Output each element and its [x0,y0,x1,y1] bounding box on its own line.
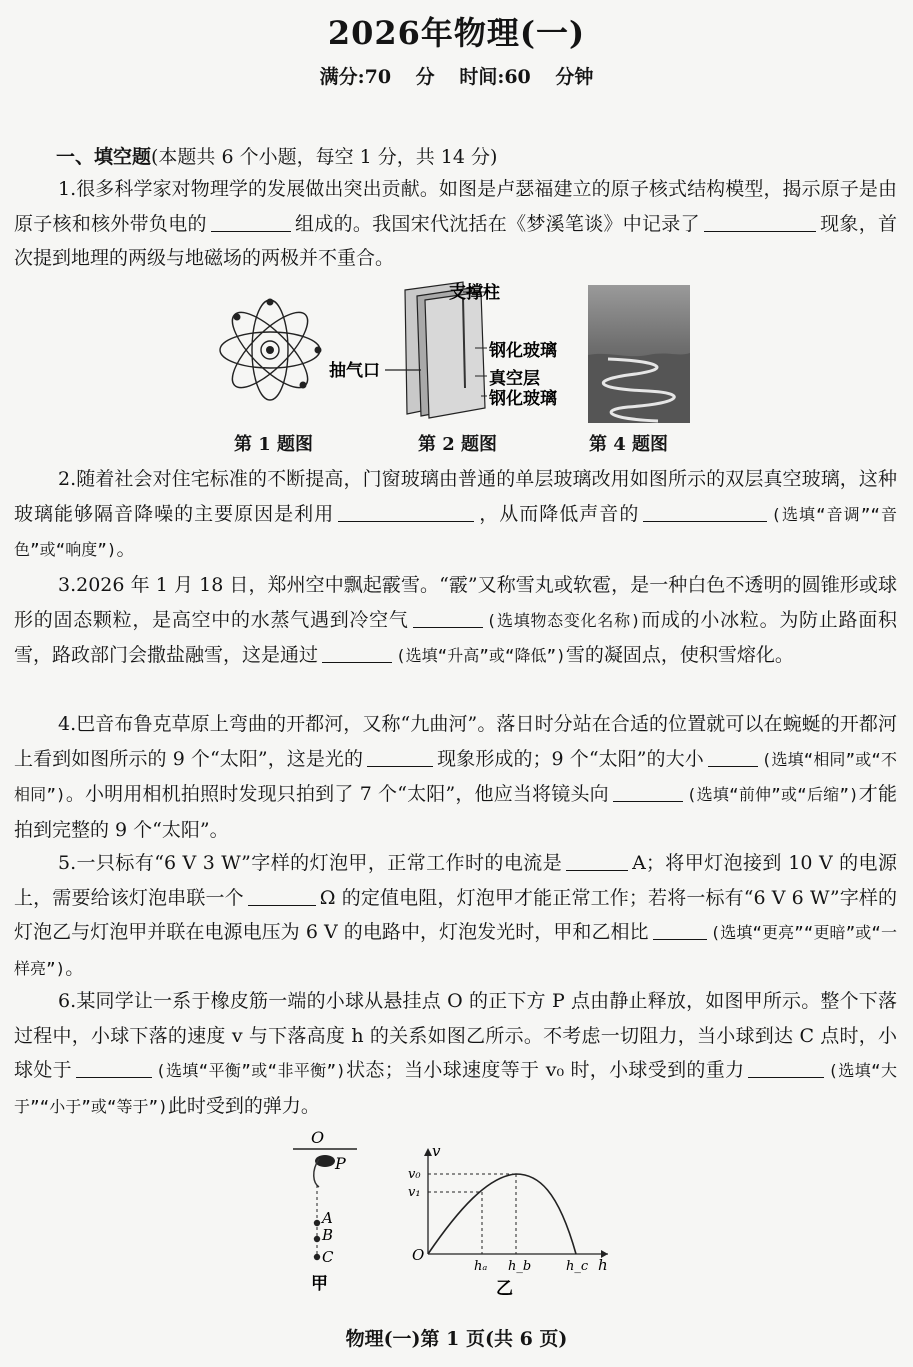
section-note: (本题共 6 个小题，每空 1 分，共 14 分) [151,146,498,168]
blank-4-1[interactable] [367,748,433,767]
blank-6-1[interactable] [76,1059,152,1078]
section-heading: 一、填空题(本题共 6 个小题，每空 1 分，共 14 分) [56,146,498,168]
label-vacuum: 真空层 [489,369,540,389]
page-title: 2026年物理(一) [327,14,586,52]
blank-3-2[interactable] [322,644,392,663]
label-v: v [432,1142,441,1160]
label-support: 支撑柱 [449,283,500,303]
fig1-atom-model [215,290,325,410]
label-A: A [322,1209,333,1227]
blank-2-1[interactable] [338,503,474,522]
full-score: 满分:70 分 [319,66,435,88]
caption-jia: 甲 [311,1274,328,1294]
question-1: 1.很多科学家对物理学的发展做出突出贡献。如图是卢瑟福建立的原子核式结构模型，揭示原子是由原子核和核外带负电的 组成的。我国宋代沈括在《梦溪笔谈》中记录了 现象，首次提到地理的两级与地磁场的两极并不重合。 [14,178,897,270]
blank-5-1[interactable] [566,852,628,871]
blank-4-2[interactable] [708,748,758,767]
blank-3-1[interactable] [413,609,483,628]
blank-5-3[interactable] [653,921,707,940]
question-3: 3.2026 年 1 月 18 日，郑州空中飘起霰雪。“霰”又称雪丸或软雹，是一种白色不透明的圆锥形或球形的固态颗粒，是高空中的水蒸气遇到冷空气 (选填物态变化名称)而成的小冰粒。为防止路面积雪，路政部门会撒盐融雪，这是通过 (选填“升高”或“降低”)雪的凝固点，使积雪熔化。 [14,574,897,667]
label-outlet: 抽气口 [329,361,380,381]
fig4-river-photo [588,285,690,423]
page-footer: 物理(一)第 1 页(共 6 页) [345,1328,568,1350]
question-2: 2.随着社会对住宅标准的不断提高，门窗玻璃由普通的单层玻璃改用如图所示的双层真空玻璃，这种玻璃能够隔音降噪的主要原因是利用 ，从而降低声音的 (选填“音调”“音色”或“响度”)。 [14,468,897,561]
label-v1: v₁ [408,1185,421,1200]
label-P: P [335,1154,346,1173]
blank-1-1[interactable] [211,213,291,232]
fig2-vacuum-glass [325,278,575,420]
fig2-caption: 第 2 题图 [418,434,498,455]
question-6: 6.某同学让一系于橡皮筋一端的小球从悬挂点 O 的正下方 P 点由静止释放，如图甲所示。整个下落过程中，小球下落的速度 v 与下落高度 h 的关系如图乙所示。不考虑一切阻力，当小球到达 C 点时，小球处于 (选填“平衡”或“非平衡”)状态；当小球速度等于 v₀ 时，小球受到的重力 (选填“大于”“小于”或“等于”)此时受到的弹力。 [14,990,897,1117]
label-C: C [322,1248,334,1266]
label-h: h [598,1256,608,1274]
label-v0: v₀ [408,1167,421,1182]
label-B: B [322,1226,334,1244]
label-glass-top: 钢化玻璃 [489,341,557,361]
blank-2-2[interactable] [643,503,767,522]
fig1-caption: 第 1 题图 [234,434,314,455]
blank-1-2[interactable] [704,213,816,232]
question-5: 5.一只标有“6 V 3 W”字样的灯泡甲，正常工作时的电流是 A；将甲灯泡接到 10 V 的电源上，需要给该灯泡串联一个 Ω 的定值电阻，灯泡甲才能正常工作；若将一标有“6 V 6 W”字样的灯泡乙与灯泡甲并联在电源电压为 6 V 的电路中，灯泡发光时，甲和乙相比 (选填“更亮”“更暗”或“一样亮”)。 [14,852,897,979]
caption-yi: 乙 [496,1279,513,1299]
label-O: O [311,1128,325,1147]
fig6-yi-graph [408,1140,618,1300]
exam-time: 时间:60 分钟 [459,66,594,88]
label-glass-bottom: 钢化玻璃 [489,389,557,409]
label-hb: h_b [508,1259,532,1274]
label-ha: hₐ [474,1259,488,1274]
label-origin: O [412,1246,425,1264]
exam-info [0,62,913,89]
fig6-jia-diagram [285,1125,365,1300]
question-4: 4.巴音布鲁克草原上弯曲的开都河，又称“九曲河”。落日时分站在合适的位置就可以在蜿蜒的开都河上看到如图所示的 9 个“太阳”，这是光的 现象形成的；9 个“太阳”的大小 (选填“相同”或“不相同”)。小明用相机拍照时发现只拍到了 7 个“太阳”，他应当将镜头向 (选填“前伸”或“后缩”)才能拍到完整的 9 个“太阳”。 [14,713,897,841]
blank-4-3[interactable] [613,783,683,802]
fig4-caption: 第 4 题图 [589,434,669,455]
blank-6-2[interactable] [748,1059,824,1078]
blank-5-2[interactable] [248,887,316,906]
label-hc: h_c [566,1259,589,1274]
